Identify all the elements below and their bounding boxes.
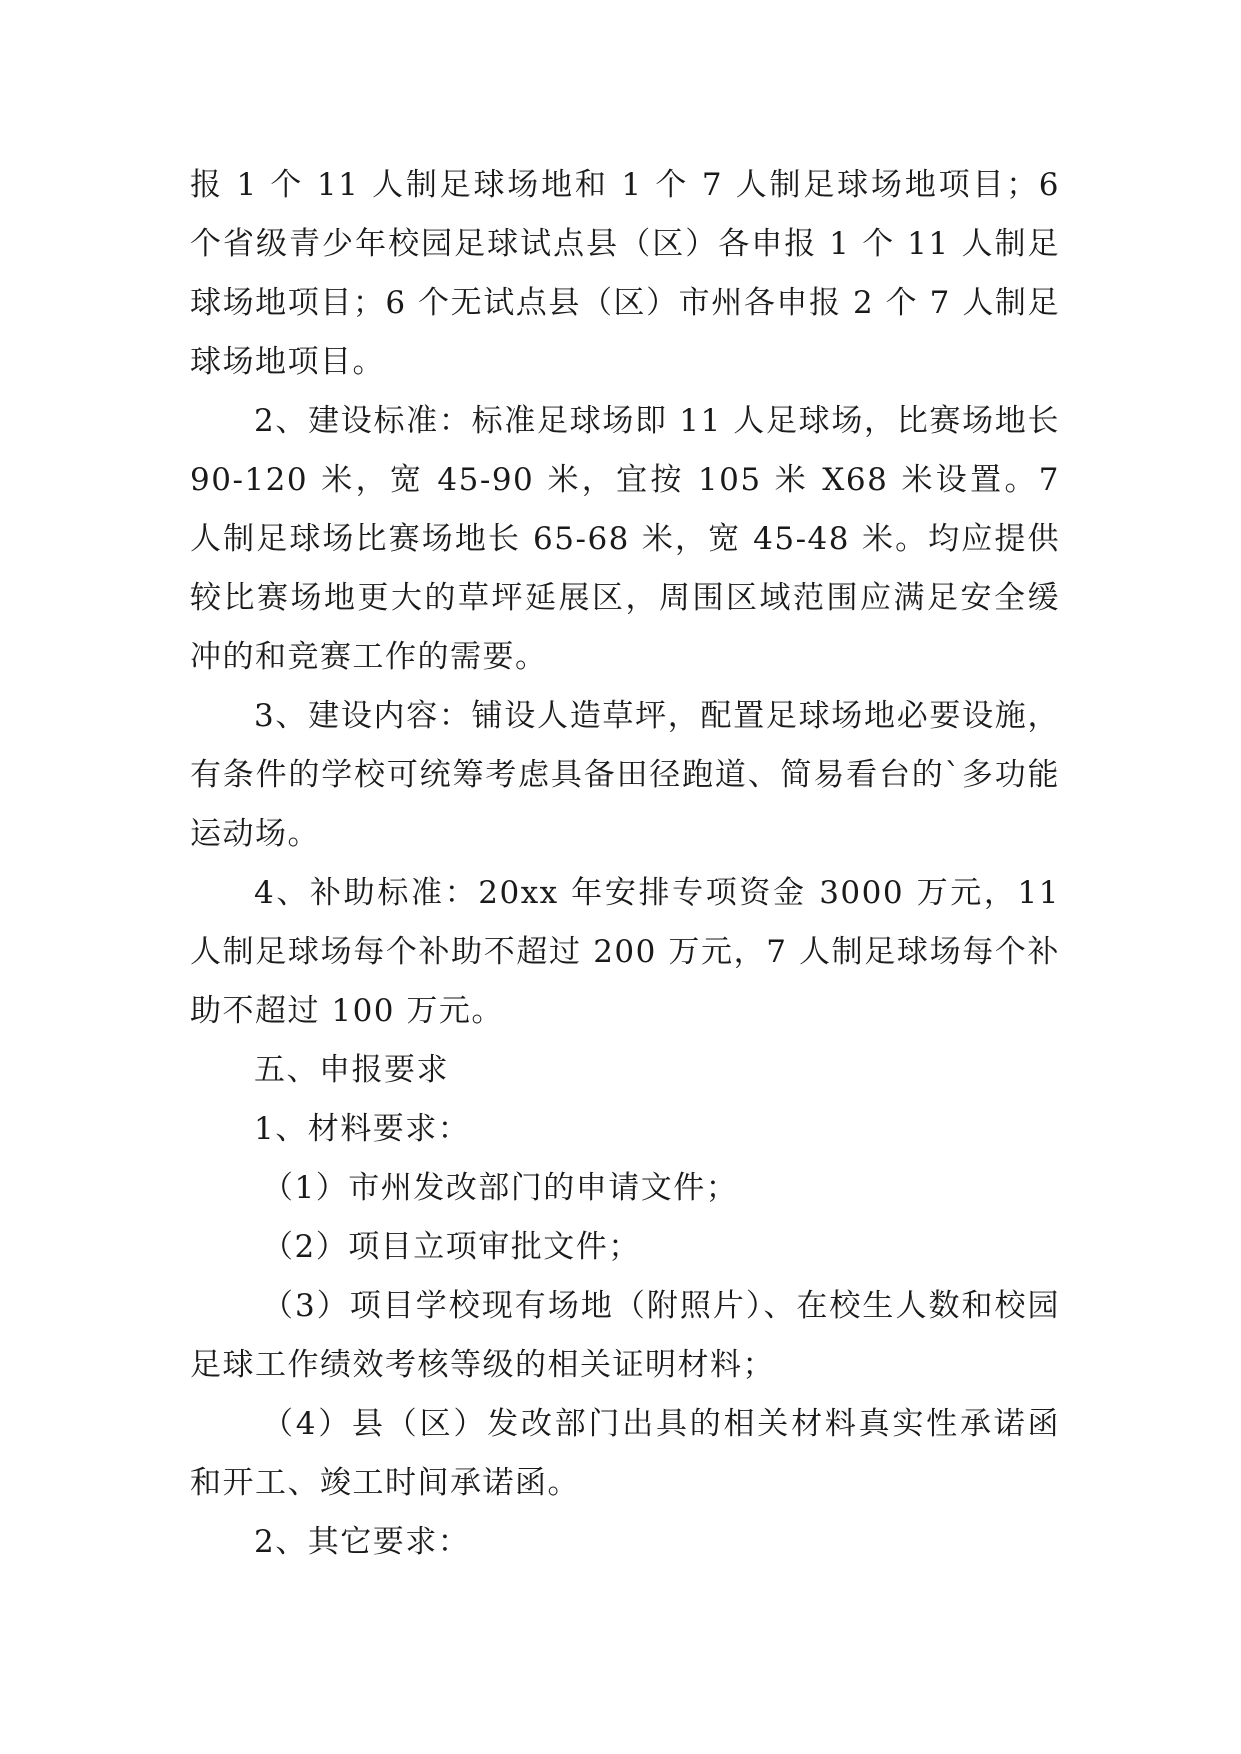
list-item-commitment-letters: （4）县（区）发改部门出具的相关材料真实性承诺函和开工、竣工时间承诺函。 [190,1406,1060,1501]
list-item-approval-document: （2）项目立项审批文件； [262,1229,641,1265]
paragraph-subsidy-standard: 4、补助标准：20xx 年安排专项资金 3000 万元，11 人制足球场每个补助不超过 200 万元，7 人制足球场每个补助不超过 100 万元。 [190,875,1060,1029]
list-item-application-document: （1）市州发改部门的申请文件； [262,1170,739,1206]
list-item-school-materials: （3）项目学校现有场地（附照片）、在校生人数和校园足球工作绩效考核等级的相关证明材料； [190,1288,1060,1383]
subheading-other-requirements: 2、其它要求： [254,1524,471,1560]
subheading-material-requirements: 1、材料要求： [254,1111,471,1147]
document-body [190,156,1060,1572]
section-heading-application-requirements: 五、申报要求 [254,1052,449,1088]
paragraph-construction-content: 3、建设内容：铺设人造草坪，配置足球场地必要设施，有条件的学校可统筹考虑具备田径跑道、简易看台的`多功能运动场。 [190,698,1060,852]
paragraph-continued-quota: 报 1 个 11 人制足球场地和 1 个 7 人制足球场地项目；6 个省级青少年校园足球试点县（区）各申报 1 个 11 人制足球场地项目；6 个无试点县（区）市州各申报 2 个 7 人制足球场地项目。 [190,167,1060,380]
paragraph-construction-standard: 2、建设标准：标准足球场即 11 人足球场，比赛场地长 90-120 米，宽 45-90 米，宜按 105 米 X68 米设置。7 人制足球场比赛场地长 65-68 米，宽 45-48 米。均应提供较比赛场地更大的草坪延展区，周围区域范围应满足安全缓冲的和竞赛工作的需要。 [190,403,1060,675]
